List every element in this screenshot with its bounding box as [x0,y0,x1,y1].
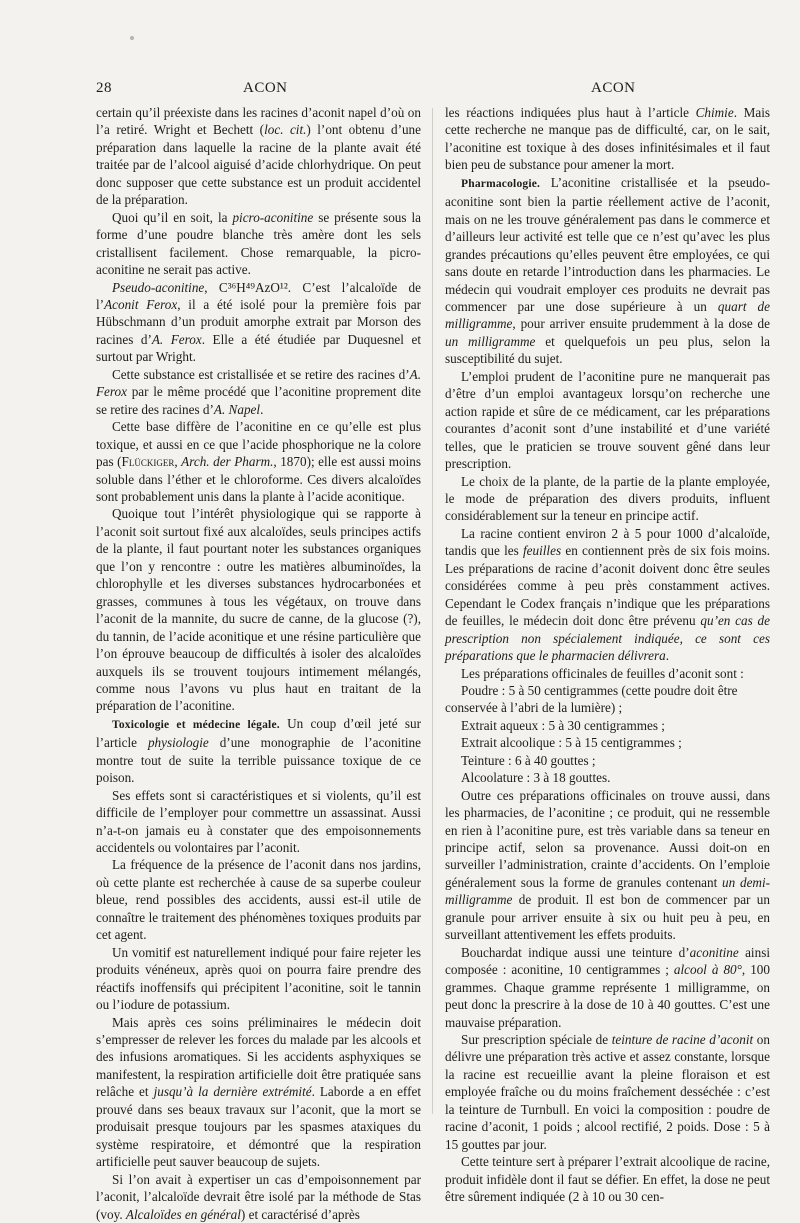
paragraph: L’emploi prudent de l’aconitine pure ne manquerait pas d’être d’un emploi avantageux lorsqu’on recherche une action rapide et sûre de ce médicament, car les préparations courantes d’aconit sont d’une instabilité et d’une variété telles, que le praticien se trouve souvent gêné dans leur prescription. [445,368,770,472]
paragraph: Ses effets sont si caractéristiques et si violents, qu’il est difficile de l’employer pour commettre un assassinat. Aussi n’a-t-on jamais eu à constater que des empoisonnements accidentels ou volontaires par l’aconit. [96,787,421,856]
paragraph: Cette base diffère de l’aconitine en ce qu’elle est plus toxique, et aussi en ce que l’acide phosphorique ne la colore pas (Flückiger, Arch. der Pharm., 1870); elle est aussi moins soluble dans l’éther et le chloroforme. Ces divers alcaloïdes sont probablement unis dans la plante à l’acide aconitique. [96,419,422,504]
paragraph: Le choix de la plante, de la partie de la plante employée, le mode de préparation des divers produits, influent considérablement sur la teneur en principe actif. [445,473,770,524]
paragraph: Mais après ces soins préliminaires le médecin doit s’empresser de relever les forces du malade par les alcools et des infusions aromatiques. Si les accidents asphyxiques se manifestent, la respiration artificielle doit être pratiquée sans relâche et jusqu’à la dernière extrémité. Laborde a en effet prouvé dans ses beaux travaux sur l’aconit, que la mort se produisait presque toujours par les spasmes ataxiques du système respiratoire, et démontré que la respiration artificielle peut sauver beaucoup de sujets. [96,1014,421,1170]
paragraph: Cette teinture sert à préparer l’extrait alcoolique de racine, produit infidèle dont il faut se défier. En effet, la dose ne peut être sûrement indiquée (2 à 10 ou 30 cen- [445,1154,770,1205]
paragraph: Cette substance est cristallisée et se retire des racines d’A. Ferox par le même procédé que l’aconitine proprement dite se retire des racines d’A. Napel. [96,366,421,417]
left-running-head: ACON [243,80,288,96]
paragraph: Bouchardat indique aussi une teinture d’aconitine ainsi composée : aconitine, 10 centigrammes ; alcool à 80°, 100 grammes. Chaque gramme représente 1 milligramme, on peut donc la prescrire à la dose de 10 à 40 gouttes. C’est une mauvaise préparation. [445,944,770,1030]
paragraph: La fréquence de la présence de l’aconit dans nos jardins, où cette plante est recherchée à cause de sa superbe couleur bleue, rend possibles des accidents, aussi est-il utile de connaître le traitement des phénomènes toxiques produits par cet agent. [96,857,421,943]
section-paragraph-toxicologie: Toxicologie et médecine légale. Un coup d’œil jeté sur l’article physiologie d’une monographie de l’aconitine montre tout de suite la terrible puissance toxique de ce poison. [96,715,421,786]
left-column [96,104,421,1223]
paragraph: La racine contient environ 2 à 5 pour 1000 d’alcaloïde, tandis que les feuilles en contiennent près de six fois moins. Les préparations de racine d’aconit doivent donc être seules considérées comme à peu près constamment actives. Cependant le Codex français n’indique que les préparations de feuilles, le médecin doit donc être prévenu qu’en cas de prescription non spécialement indiquée, ce sont ces préparations que le pharmacien délivrera. [445,525,770,664]
paragraph: Quoi qu’il en soit, la picro-aconitine se présente sous la forme d’une poudre blanche très amère dont les sels cristallisent facilement. Chose remarquable, la picro-aconitine ne serait pas active. [96,209,421,278]
paragraph: Si l’on avait à expertiser un cas d’empoisonnement par l’aconit, l’alcaloïde devrait être isolé par la méthode de Stas (voy. Alcaloïdes en général) et caractérisé d’après [96,1171,421,1222]
list-item: Poudre : 5 à 50 centigrammes (cette poudre doit être conservée à l’abri de la lumière) ; [445,682,738,716]
paragraph: Les préparations officinales de feuilles d’aconit sont : [461,665,744,681]
list-item: Teinture : 6 à 40 gouttes ; [461,752,596,768]
paragraph: Un vomitif est naturellement indiqué pour faire rejeter les produits vénéneux, après quoi on pourra faire prendre des réactifs inoffensifs qui précipitent l’aconitine, soit le tannin ou l’iodure de potassium. [96,944,421,1013]
printer-speck [130,36,134,40]
section-paragraph-pharmacologie: Pharmacologie. L’aconitine cristallisée et la pseudo-aconitine sont bien la partie réellement active de l’aconit, mais on ne les trouve généralement pas dans le commerce et d’ailleurs leur activité est telle que ce n’est qu’avec les plus grandes précautions qu’elles peuvent être employées, ce qui sans doute en retarde l’introduction dans les pharmacies. Le médecin qui voudrait employer ces produits ne devrait pas commencer par une dose supérieure à un quart de milligramme, pour arriver ensuite prudemment à la dose de un milligramme et quelquefois un peu plus, selon la susceptibilité du sujet. [445,174,770,367]
column-rule [432,108,433,1114]
paragraph: Sur prescription spéciale de teinture de racine d’aconit on délivre une préparation très active et assez constante, lorsque la racine est recueillie avant la pleine floraison et est employée fraîche ou du moins fraîchement desséchée : c’est la teinture de Turnbull. En voici la composition : poudre de racine d’aconit, 1 poids ; alcool rectifié, 2 poids. Dose : 5 à 15 gouttes par jour. [445,1032,770,1152]
paragraph: certain qu’il préexiste dans les racines d’aconit napel d’où on l’a retiré. Wright et Bechett (loc. cit.) l’ont obtenu d’une préparation dans laquelle la racine de la plante avait été traitée par de l’alcool aiguisé d’acide chlorhydrique. On peut donc supposer que cette substance est un produit accidentel de la préparation. [96,105,422,208]
running-header [0,80,800,104]
list-item: Alcoolature : 3 à 18 gouttes. [461,770,611,786]
paragraph: Pseudo-aconitine, C³⁶H⁴⁹AzO¹². C’est l’alcaloïde de l’Aconit Ferox, il a été isolé pour la première fois par Hübschmann d’un produit amorphe extrait par Morson des racines d’A. Ferox. Elle a été étudiée par Duquesnel et surtout par Wright. [96,279,421,365]
list-item: Extrait aqueux : 5 à 30 centigrammes ; [461,717,665,733]
paragraph: Quoique tout l’intérêt physiologique qui se rapporte à l’aconit soit surtout fixé aux alcaloïdes, seuls principes actifs de la plante, il faut pourtant noter les substances organiques que l’on y rencontre : outre les matières albuminoïdes, la chlorophylle et les diverses substances hydrocarbonées et grasses, communes à tous les végétaux, on trouve dans l’aconit de la mannite, du sucre de canne, de la glucose (?), du tannin, de l’acide aconitique et une résine particulière que l’on éprouve beaucoup de difficultés à isoler des alcaloïdes auxquels ils se trouvent toujours intimement mélangés, comme nous l’avons vu plus haut en traitant de la préparation de l’aconitine. [96,506,421,714]
right-column [445,104,770,1206]
page-number: 28 [96,80,112,96]
paragraph: les réactions indiquées plus haut à l’article Chimie. Mais cette recherche ne manque pas de difficulté, car, on le sait, l’aconitine est toxique à des doses infinitésimales et il faut bien peu de substance pour amener la mort. [445,105,770,173]
list-item: Extrait alcoolique : 5 à 15 centigrammes ; [461,735,682,751]
right-running-head: ACON [591,80,636,96]
paragraph: Outre ces préparations officinales on trouve aussi, dans les pharmacies, de l’aconitine ; ce produit, qui ne ressemble en rien à l’aconitine pure, est très variable dans sa teneur en principe actif, selon sa provenance. Aussi doit-on en surveiller l’administration, crainte d’accidents. On l’emploie généralement sous la forme de granules contenant un demi-milligramme de produit. Il est bon de commencer par un granule pour arriver ensuite à six ou huit peu à peu, en surveillant attentivement les effets produits. [445,787,770,943]
